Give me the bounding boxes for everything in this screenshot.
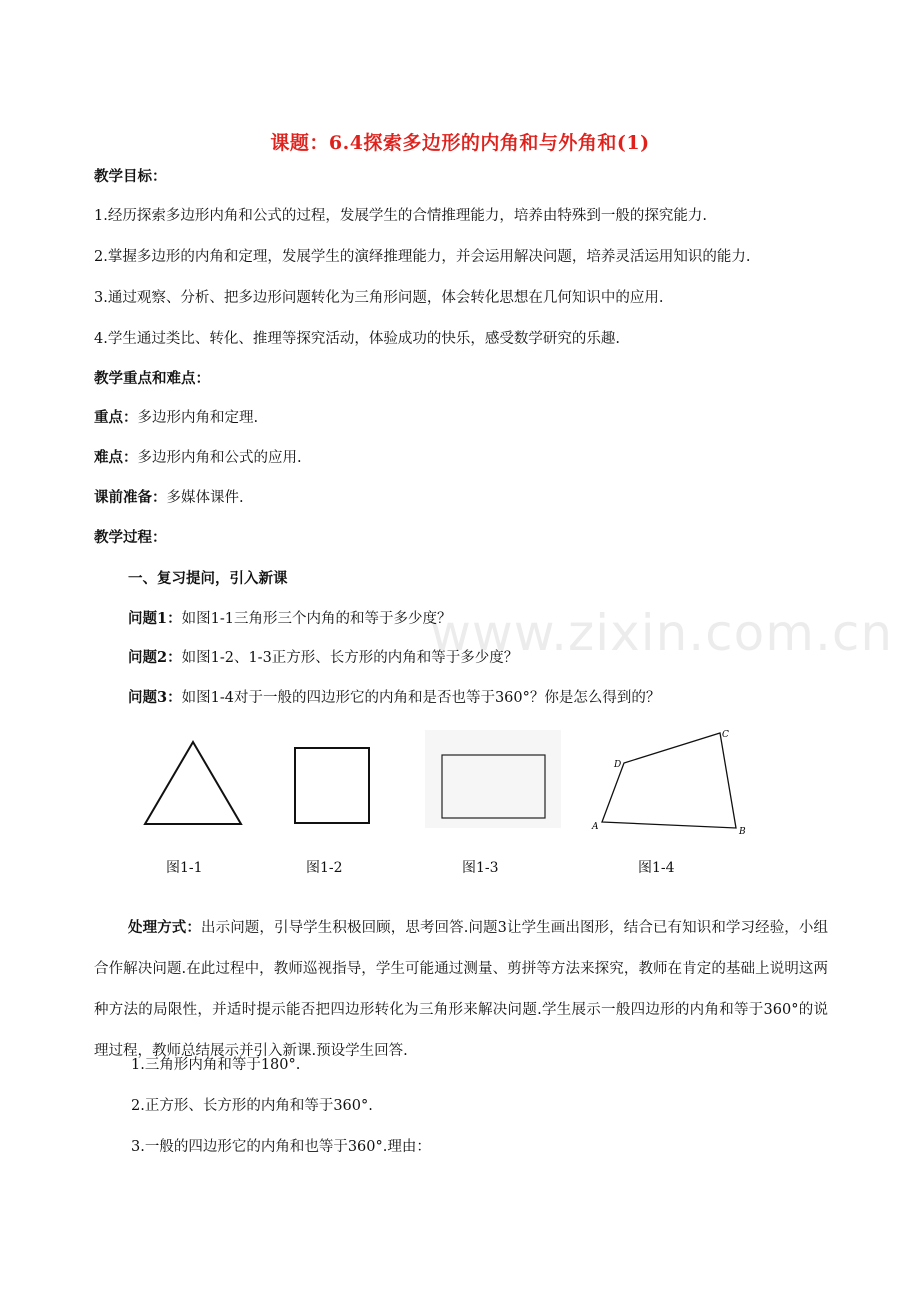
- page-title: 课题：6.4探索多边形的内角和与外角和(1): [270, 132, 650, 154]
- figure-caption: 图1-3: [462, 860, 499, 876]
- triangle-figure: [145, 742, 241, 824]
- vertex-label-d: D: [614, 760, 622, 770]
- prep-label: 课前准备：: [94, 489, 167, 506]
- vertex-label-c: C: [722, 730, 729, 740]
- vertex-label-b: B: [739, 827, 746, 837]
- prep-text: 多媒体课件.: [166, 490, 244, 506]
- vertex-label-a: A: [592, 822, 599, 832]
- question-text: 如图1-4对于一般的四边形它的内角和是否也等于360°？你是怎么得到的？: [181, 690, 661, 706]
- figures-row: [0, 720, 920, 850]
- section1-heading: 一、复习提问，引入新课: [128, 570, 288, 587]
- objective-item: 1.经历探索多边形内角和公式的过程，发展学生的合情推理能力，培养由特殊到一般的探究能力.: [94, 208, 707, 224]
- answer-item: 3.一般的四边形它的内角和也等于360°.理由：: [131, 1139, 431, 1155]
- process-heading: 教学过程：: [94, 529, 167, 546]
- key-point-line: [94, 408, 258, 428]
- figure-caption: 图1-2: [306, 860, 343, 876]
- method-label: 处理方式：: [128, 919, 201, 936]
- key-label: 重点：: [94, 409, 138, 426]
- question-label: 问题1：: [128, 610, 182, 627]
- question-line: [128, 688, 660, 708]
- answer-item: 2.正方形、长方形的内角和等于360°.: [131, 1098, 373, 1114]
- difficult-text: 多边形内角和公式的应用.: [137, 450, 302, 466]
- question-text: 如图1-1三角形三个内角的和等于多少度？: [181, 611, 452, 627]
- question-label: 问题2：: [128, 649, 182, 666]
- figure-caption: 图1-1: [166, 860, 203, 876]
- objective-item: 3.通过观察、分析、把多边形问题转化为三角形问题，体会转化思想在几何知识中的应用.: [94, 290, 664, 306]
- rectangle-figure-background: [425, 730, 561, 828]
- answer-item: 1.三角形内角和等于180°.: [131, 1057, 301, 1073]
- quadrilateral-figure: [602, 733, 736, 828]
- question-line: [128, 648, 518, 668]
- objective-item: 2.掌握多边形的内角和定理，发展学生的演绎推理能力，并会运用解决问题，培养灵活运用知识的能力.: [94, 249, 751, 265]
- objectives-heading: 教学目标：: [94, 168, 167, 185]
- question-text: 如图1-2、1-3正方形、长方形的内角和等于多少度？: [181, 650, 519, 666]
- question-line: [128, 609, 451, 629]
- figure-caption: 图1-4: [638, 860, 675, 876]
- prep-line: [94, 488, 244, 508]
- square-figure: [295, 748, 369, 823]
- method-paragraph: [94, 907, 828, 1072]
- key-text: 多边形内角和定理.: [137, 410, 259, 426]
- difficult-label: 难点：: [94, 449, 138, 466]
- objective-item: 4.学生通过类比、转化、推理等探究活动，体验成功的快乐，感受数学研究的乐趣.: [94, 331, 620, 347]
- keypoints-heading: 教学重点和难点：: [94, 370, 210, 387]
- question-label: 问题3：: [128, 689, 182, 706]
- difficult-point-line: [94, 448, 302, 468]
- method-text: 出示问题，引导学生积极回顾，思考回答.问题3让学生画出图形，结合已有知识和学习经验，小组合作解决问题.在此过程中，教师巡视指导，学生可能通过测量、剪拼等方法来探究，教师在肯定的基础上说明这两种方法的局限性，并适时提示能否把四边形转化为三角形来解决问题.学生展示一般四边形的内角和等于360°的说理过程，教师总结展示并引入新课.预设学生回答.: [94, 920, 829, 1059]
- watermark: www.zixin.com.cn: [430, 604, 894, 662]
